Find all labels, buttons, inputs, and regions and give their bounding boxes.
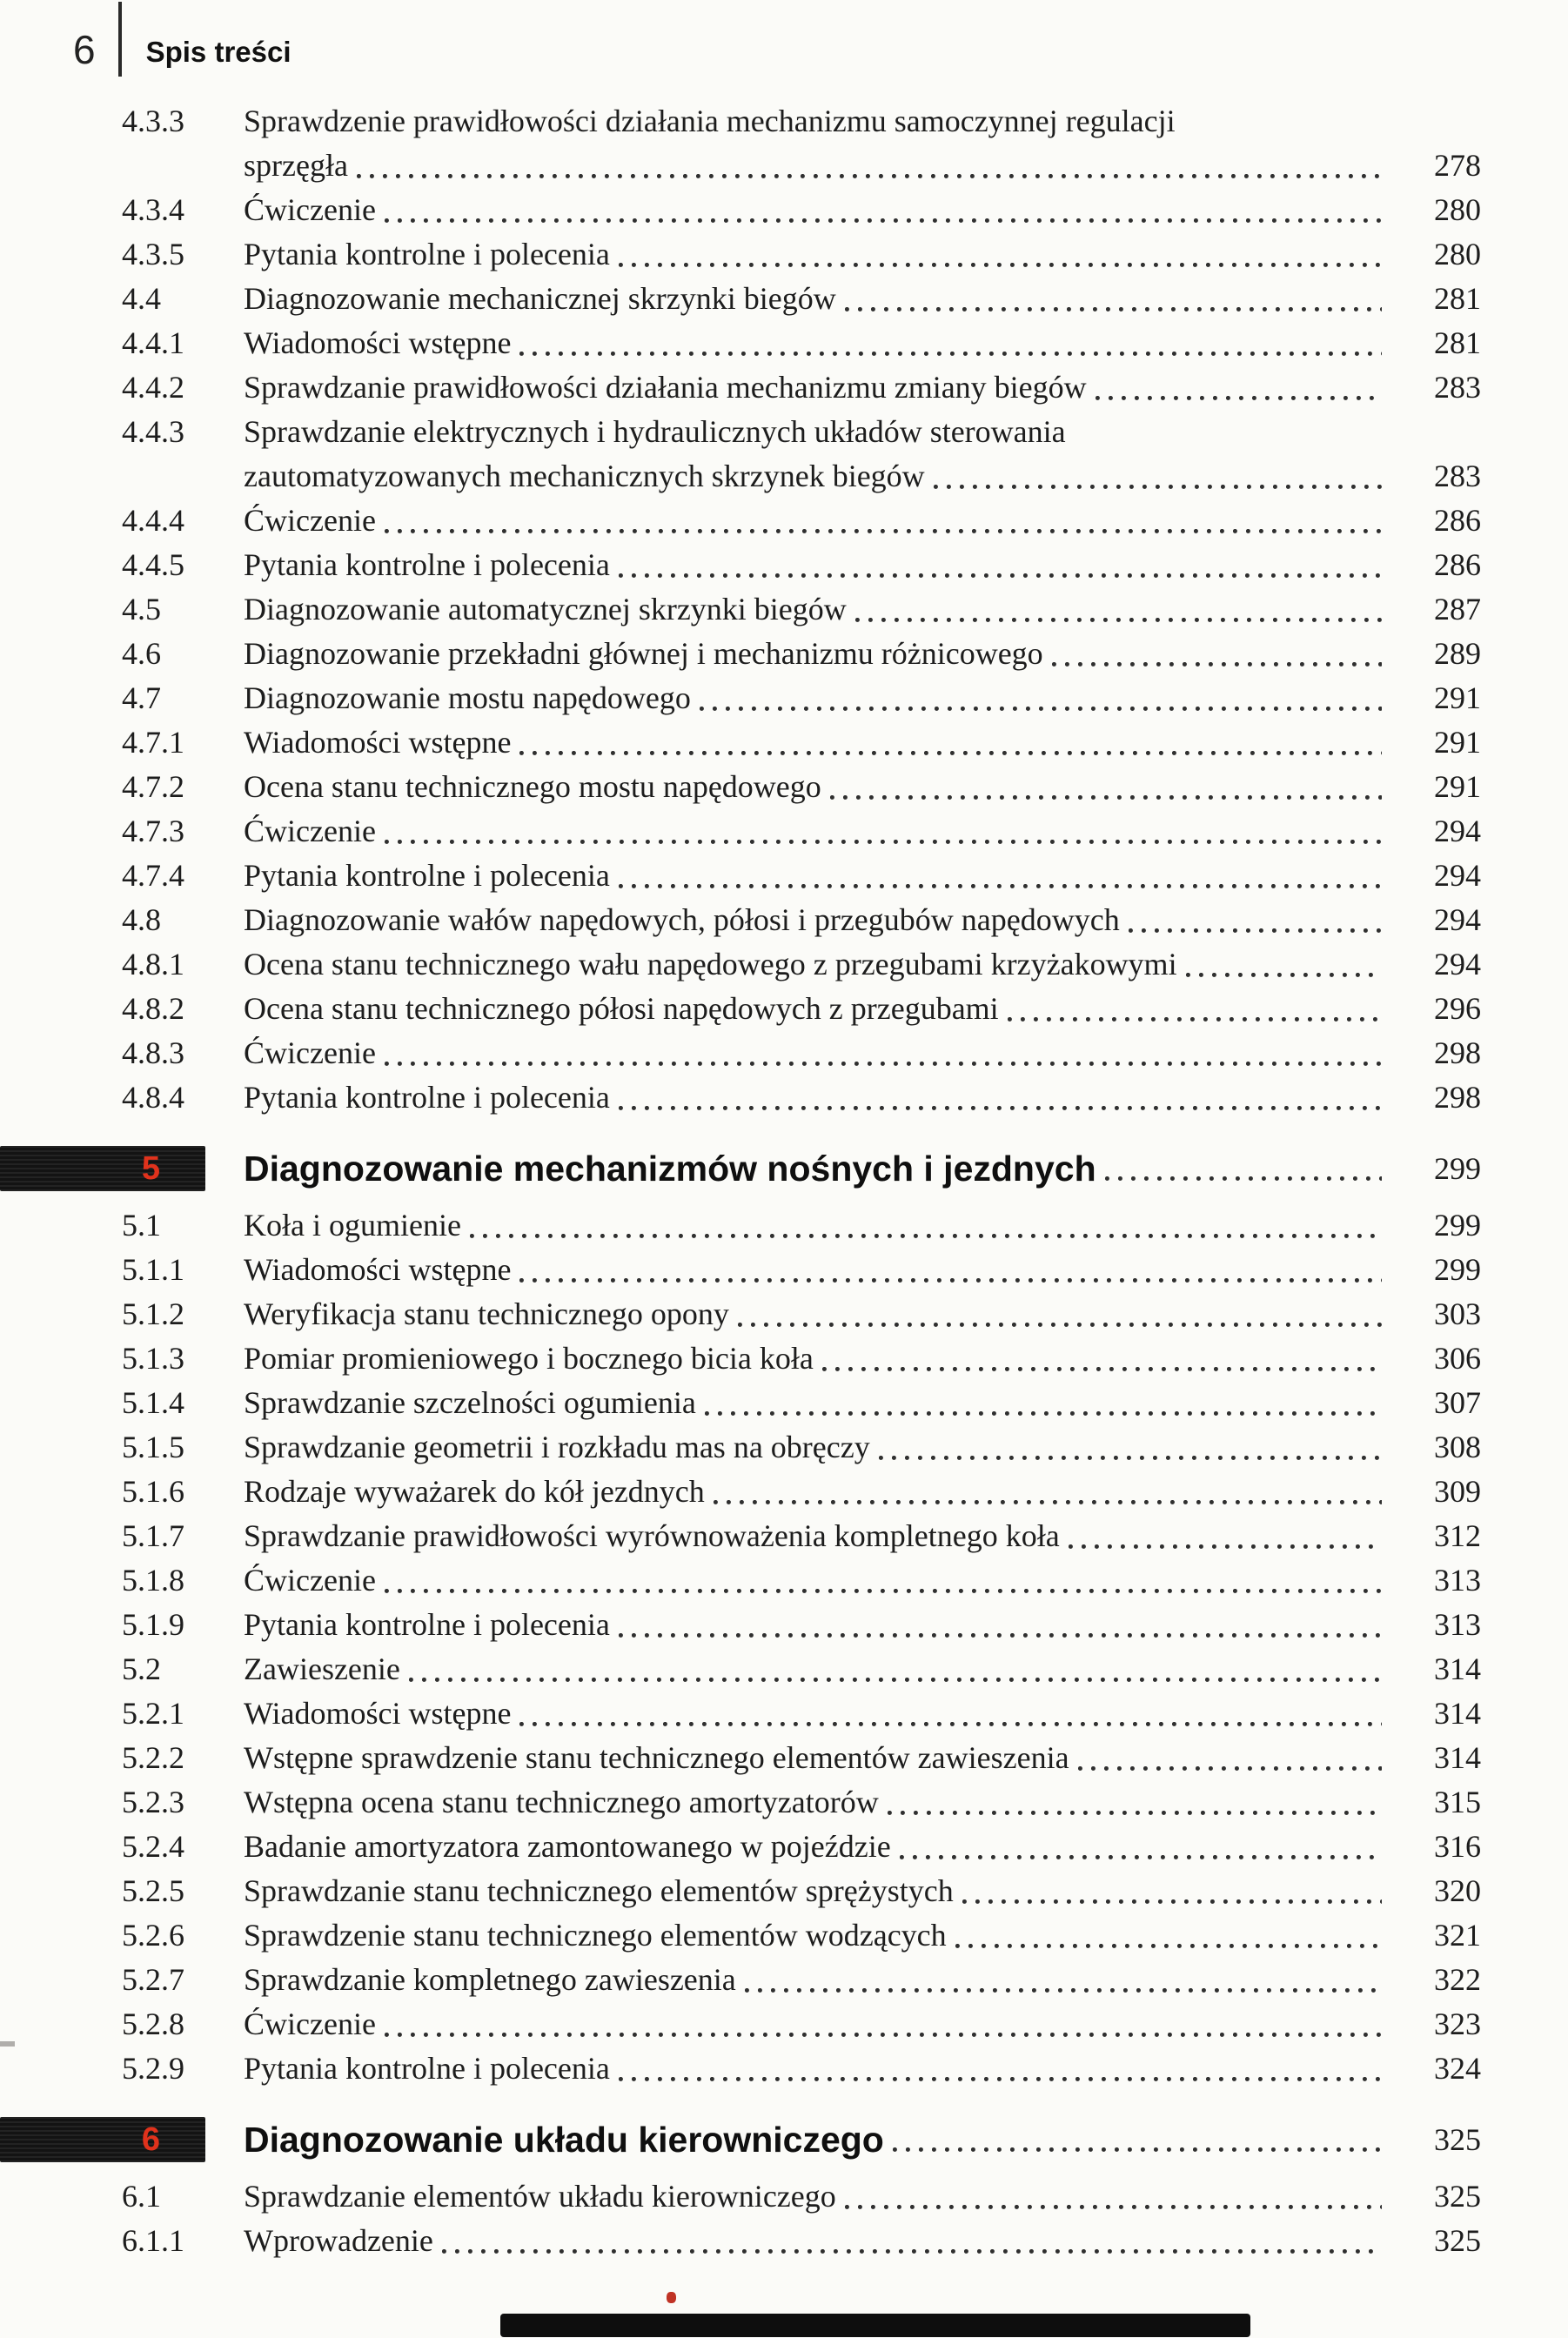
entry-page-number: 286	[1434, 503, 1481, 538]
toc-entry-row	[122, 2047, 1481, 2091]
dot-leader	[1069, 1736, 1404, 1780]
entry-page-number: 325	[1434, 2223, 1481, 2258]
dot-leader	[1087, 365, 1404, 410]
section-number: 5.1.6	[122, 1474, 184, 1509]
entry-page-number: 291	[1434, 725, 1481, 760]
table-of-contents	[0, 99, 1568, 2263]
section-number: 6.1	[122, 2179, 161, 2214]
dot-leader	[891, 1825, 1404, 1869]
entry-title: Sprawdzanie kompletnego zawieszenia	[244, 1962, 736, 1997]
toc-entry-row	[122, 1558, 1481, 1603]
entry-title: Pytania kontrolne i polecenia	[244, 2051, 610, 2086]
entry-page-number: 294	[1434, 858, 1481, 893]
section-number: 4.4	[122, 281, 161, 316]
entry-title: Pytania kontrolne i polecenia	[244, 1607, 610, 1642]
entry-title: sprzęgła	[244, 148, 348, 183]
entry-title: Sprawdzanie szczelności ogumienia	[244, 1385, 696, 1420]
toc-entry-row	[122, 2002, 1481, 2047]
toc-chapter-row	[0, 1146, 1481, 1191]
toc-entry-row	[122, 1470, 1481, 1514]
entry-page-number: 320	[1434, 1873, 1481, 1908]
toc-entry-row	[122, 232, 1481, 277]
entry-page-number: 281	[1434, 281, 1481, 316]
dot-leader	[1060, 1514, 1404, 1558]
entry-page-number: 280	[1434, 237, 1481, 271]
toc-entry-row	[122, 321, 1481, 365]
toc-entry-row	[122, 365, 1481, 410]
section-number: 4.7.1	[122, 725, 184, 760]
entry-title: zautomatyzowanych mechanicznych skrzynek biegów	[244, 459, 925, 493]
dot-leader	[691, 676, 1404, 720]
entry-page-number: 283	[1434, 459, 1481, 493]
section-number: 4.8.1	[122, 947, 184, 981]
entry-title: Diagnozowanie wałów napędowych, półosi i przegubów napędowych	[244, 902, 1120, 937]
dot-leader	[1120, 898, 1404, 942]
section-number: 5.1.2	[122, 1296, 184, 1331]
entry-title: Weryfikacja stanu technicznego opony	[244, 1296, 729, 1331]
dot-leader	[610, 1075, 1404, 1120]
dot-leader	[729, 1292, 1404, 1336]
entry-title: Wprowadzenie	[244, 2223, 433, 2258]
dot-leader	[376, 499, 1404, 543]
scan-edge-mark	[0, 2041, 15, 2047]
chapter-title: Diagnozowanie mechanizmów nośnych i jezdnych	[244, 1149, 1096, 1189]
entry-title: Wstępne sprawdzenie stanu technicznego elementów zawieszenia	[244, 1740, 1069, 1775]
toc-entry-row	[122, 1736, 1481, 1780]
entry-page-number: 314	[1434, 1740, 1481, 1775]
entry-page-number: 289	[1434, 636, 1481, 671]
toc-entry-row	[122, 898, 1481, 942]
entry-page-number: 291	[1434, 680, 1481, 715]
entry-page-number: 306	[1434, 1341, 1481, 1376]
chapter-page-number: 325	[1434, 2122, 1481, 2157]
section-number: 4.7	[122, 680, 161, 715]
dot-leader	[925, 454, 1404, 499]
dot-leader	[821, 765, 1404, 809]
entry-page-number: 298	[1434, 1035, 1481, 1070]
dot-leader	[1043, 632, 1404, 676]
section-number: 5.2.2	[122, 1740, 184, 1775]
toc-entry-row	[122, 277, 1481, 321]
entry-page-number: 287	[1434, 592, 1481, 626]
toc-entry-row	[122, 1514, 1481, 1558]
entry-page-number: 299	[1434, 1252, 1481, 1287]
entry-page-number: 325	[1434, 2179, 1481, 2214]
entry-title: Sprawdzanie prawidłowości działania mechanizmu zmiany biegów	[244, 370, 1087, 405]
entry-title: Diagnozowanie automatycznej skrzynki biegów	[244, 592, 847, 626]
entry-page-number: 294	[1434, 947, 1481, 981]
entry-title: Diagnozowanie mostu napędowego	[244, 680, 691, 715]
section-number: 5.2.8	[122, 2006, 184, 2041]
entry-page-number: 298	[1434, 1080, 1481, 1115]
entry-page-number: 299	[1434, 1208, 1481, 1243]
entry-page-number: 280	[1434, 192, 1481, 227]
entry-title: Sprawdzanie elektrycznych i hydraulicznych układów sterowania	[244, 414, 1066, 449]
section-number: 4.3.5	[122, 237, 184, 271]
entry-title: Badanie amortyzatora zamontowanego w pojeździe	[244, 1829, 891, 1864]
section-number: 4.8	[122, 902, 161, 937]
dot-leader	[1096, 1146, 1404, 1191]
toc-entry-row	[122, 1031, 1481, 1075]
entry-title: Ocena stanu technicznego mostu napędowego	[244, 769, 821, 804]
toc-entry-row	[122, 809, 1481, 854]
dot-leader	[376, 809, 1404, 854]
entry-page-number: 314	[1434, 1651, 1481, 1686]
toc-entry-row	[122, 543, 1481, 587]
toc-entry-row	[122, 99, 1481, 144]
entry-page-number: 294	[1434, 902, 1481, 937]
dot-leader	[511, 1248, 1404, 1292]
entry-page-number: 281	[1434, 325, 1481, 360]
toc-entry-row	[122, 1248, 1481, 1292]
dot-leader	[376, 2002, 1404, 2047]
entry-page-number: 308	[1434, 1430, 1481, 1464]
toc-entry-row	[122, 144, 1481, 188]
scan-bottom-bar-artifact	[500, 2314, 1250, 2337]
entry-title: Wiadomości wstępne	[244, 725, 512, 760]
section-number	[122, 144, 244, 188]
scan-red-speck	[667, 2292, 676, 2303]
dot-leader	[836, 277, 1404, 321]
chapter-number: 5	[141, 1149, 160, 1187]
toc-entry-row	[122, 1913, 1481, 1958]
chapter-title: Diagnozowanie układu kierowniczego	[244, 2120, 884, 2160]
toc-entry-row	[122, 1336, 1481, 1381]
toc-entry-row	[122, 2219, 1481, 2263]
entry-title: Sprawdzanie prawidłowości wyrównoważenia kompletnego koła	[244, 1518, 1060, 1553]
entry-title: Koła i ogumienie	[244, 1208, 461, 1243]
dot-leader	[511, 1692, 1404, 1736]
entry-title: Pomiar promieniowego i bocznego bicia koła	[244, 1341, 814, 1376]
entry-title: Ocena stanu technicznego półosi napędowych z przegubami	[244, 991, 999, 1026]
section-number: 5.2.7	[122, 1962, 184, 1997]
entry-page-number: 322	[1434, 1962, 1481, 1997]
entry-title: Diagnozowanie mechanicznej skrzynki biegów	[244, 281, 836, 316]
section-number: 4.7.3	[122, 814, 184, 848]
section-number: 5.2.1	[122, 1696, 184, 1731]
chapter-page-number: 299	[1434, 1151, 1481, 1186]
toc-entry-row	[122, 188, 1481, 232]
dot-leader	[610, 232, 1404, 277]
section-number: 4.4.5	[122, 547, 184, 582]
header-section-title: Spis treści	[145, 36, 291, 68]
dot-leader	[696, 1381, 1404, 1425]
section-number: 5.2.5	[122, 1873, 184, 1908]
toc-entry-row	[122, 942, 1481, 987]
toc-entry-row	[122, 1647, 1481, 1692]
section-number: 5.1	[122, 1208, 161, 1243]
toc-entry-row	[122, 765, 1481, 809]
entry-title: Ćwiczenie	[244, 192, 376, 227]
dot-leader	[999, 987, 1404, 1031]
dot-leader	[610, 1603, 1404, 1647]
dot-leader	[511, 321, 1404, 365]
section-number: 4.4.3	[122, 414, 184, 449]
entry-page-number: 307	[1434, 1385, 1481, 1420]
dot-leader	[884, 2117, 1404, 2162]
dot-leader	[736, 1958, 1404, 2002]
chapter-number-badge	[0, 1146, 205, 1191]
toc-entry-row	[122, 1958, 1481, 2002]
dot-leader	[348, 144, 1404, 188]
toc-entry-row	[122, 1692, 1481, 1736]
dot-leader	[376, 1031, 1404, 1075]
section-number: 5.1.7	[122, 1518, 184, 1553]
toc-entry-row	[122, 720, 1481, 765]
section-number: 6.1.1	[122, 2223, 184, 2258]
section-number: 4.7.4	[122, 858, 184, 893]
entry-page-number: 309	[1434, 1474, 1481, 1509]
chapter-number-badge	[0, 2117, 205, 2162]
entry-title: Ćwiczenie	[244, 814, 376, 848]
dot-leader	[511, 720, 1404, 765]
toc-entry-row	[122, 1603, 1481, 1647]
entry-title: Sprawdzanie stanu technicznego elementów sprężystych	[244, 1873, 954, 1908]
section-number: 5.2.6	[122, 1918, 184, 1953]
section-number	[122, 454, 244, 499]
toc-entry-row	[122, 1869, 1481, 1913]
dot-leader	[814, 1336, 1404, 1381]
dot-leader	[461, 1203, 1404, 1248]
toc-entry-row	[122, 1780, 1481, 1825]
entry-page-number: 324	[1434, 2051, 1481, 2086]
entry-page-number: 291	[1434, 769, 1481, 804]
section-number: 4.4.4	[122, 503, 184, 538]
chapter-number: 6	[141, 2120, 160, 2158]
toc-entry-row	[122, 1381, 1481, 1425]
entry-page-number: 294	[1434, 814, 1481, 848]
entry-page-number: 312	[1434, 1518, 1481, 1553]
entry-title: Ćwiczenie	[244, 1035, 376, 1070]
entry-title: Wiadomości wstępne	[244, 325, 512, 360]
entry-title: Pytania kontrolne i polecenia	[244, 237, 610, 271]
entry-title: Pytania kontrolne i polecenia	[244, 547, 610, 582]
section-number: 5.2	[122, 1651, 161, 1686]
entry-title: Ćwiczenie	[244, 2006, 376, 2041]
toc-entry-row	[122, 1292, 1481, 1336]
entry-page-number: 283	[1434, 370, 1481, 405]
section-number: 4.3.4	[122, 192, 184, 227]
entry-title: Diagnozowanie przekładni głównej i mechanizmu różnicowego	[244, 636, 1043, 671]
section-number: 5.1.9	[122, 1607, 184, 1642]
entry-title: Sprawdzenie prawidłowości działania mechanizmu samoczynnej regulacji	[244, 104, 1176, 138]
entry-title: Wiadomości wstępne	[244, 1696, 512, 1731]
dot-leader	[870, 1425, 1404, 1470]
entry-title: Wiadomości wstępne	[244, 1252, 512, 1287]
entry-title: Sprawdzenie stanu technicznego elementów wodzących	[244, 1918, 947, 1953]
section-number: 4.6	[122, 636, 161, 671]
dot-leader	[879, 1780, 1404, 1825]
dot-leader	[376, 1558, 1404, 1603]
running-header	[0, 0, 1568, 77]
section-number: 4.8.2	[122, 991, 184, 1026]
entry-page-number: 323	[1434, 2006, 1481, 2041]
dot-leader	[610, 2047, 1404, 2091]
dot-leader	[836, 2174, 1404, 2219]
toc-entry-row	[122, 454, 1481, 499]
header-divider-rule	[118, 2, 122, 77]
dot-leader	[1177, 942, 1404, 987]
section-number: 4.8.4	[122, 1080, 184, 1115]
section-number: 5.1.5	[122, 1430, 184, 1464]
entry-page-number: 278	[1434, 148, 1481, 183]
entry-page-number: 313	[1434, 1607, 1481, 1642]
section-number: 4.3.3	[122, 104, 184, 138]
entry-title: Sprawdzanie elementów układu kierowniczego	[244, 2179, 836, 2214]
section-number: 5.1.4	[122, 1385, 184, 1420]
dot-leader	[954, 1869, 1404, 1913]
entry-page-number: 303	[1434, 1296, 1481, 1331]
entry-title: Pytania kontrolne i polecenia	[244, 1080, 610, 1115]
entry-page-number: 286	[1434, 547, 1481, 582]
toc-chapter-row	[0, 2117, 1481, 2162]
section-number: 4.7.2	[122, 769, 184, 804]
toc-entry-row	[122, 987, 1481, 1031]
toc-entry-row	[122, 854, 1481, 898]
entry-page-number: 315	[1434, 1785, 1481, 1819]
section-number: 4.4.1	[122, 325, 184, 360]
entry-page-number: 321	[1434, 1918, 1481, 1953]
entry-page-number: 316	[1434, 1829, 1481, 1864]
entry-title: Wstępna ocena stanu technicznego amortyzatorów	[244, 1785, 879, 1819]
section-number: 5.2.3	[122, 1785, 184, 1819]
dot-leader	[610, 543, 1404, 587]
dot-leader	[433, 2219, 1404, 2263]
entry-title: Zawieszenie	[244, 1651, 400, 1686]
entry-page-number: 296	[1434, 991, 1481, 1026]
entry-page-number: 313	[1434, 1563, 1481, 1598]
toc-entry-row	[122, 676, 1481, 720]
entry-title: Ćwiczenie	[244, 1563, 376, 1598]
toc-entry-row	[122, 1203, 1481, 1248]
section-number: 4.5	[122, 592, 161, 626]
entry-title: Ćwiczenie	[244, 503, 376, 538]
toc-entry-row	[122, 632, 1481, 676]
dot-leader	[847, 587, 1404, 632]
dot-leader	[705, 1470, 1404, 1514]
entry-title: Pytania kontrolne i polecenia	[244, 858, 610, 893]
section-number: 5.2.9	[122, 2051, 184, 2086]
entry-title: Rodzaje wyważarek do kół jezdnych	[244, 1474, 705, 1509]
toc-entry-row	[122, 410, 1481, 454]
section-number: 5.1.8	[122, 1563, 184, 1598]
section-number: 5.1.1	[122, 1252, 184, 1287]
toc-entry-row	[122, 587, 1481, 632]
section-number: 5.2.4	[122, 1829, 184, 1864]
page-number-header: 6	[73, 27, 96, 72]
entry-page-number: 314	[1434, 1696, 1481, 1731]
toc-entry-row	[122, 1075, 1481, 1120]
section-number: 4.8.3	[122, 1035, 184, 1070]
section-number: 4.4.2	[122, 370, 184, 405]
toc-entry-row	[122, 2174, 1481, 2219]
toc-entry-row	[122, 1825, 1481, 1869]
toc-entry-row	[122, 499, 1481, 543]
section-number: 5.1.3	[122, 1341, 184, 1376]
entry-title: Sprawdzanie geometrii i rozkładu mas na obręczy	[244, 1430, 870, 1464]
dot-leader	[610, 854, 1404, 898]
dot-leader	[947, 1913, 1404, 1958]
dot-leader	[400, 1647, 1404, 1692]
toc-entry-row	[122, 1425, 1481, 1470]
entry-title: Ocena stanu technicznego wału napędowego z przegubami krzyżakowymi	[244, 947, 1177, 981]
dot-leader	[376, 188, 1404, 232]
